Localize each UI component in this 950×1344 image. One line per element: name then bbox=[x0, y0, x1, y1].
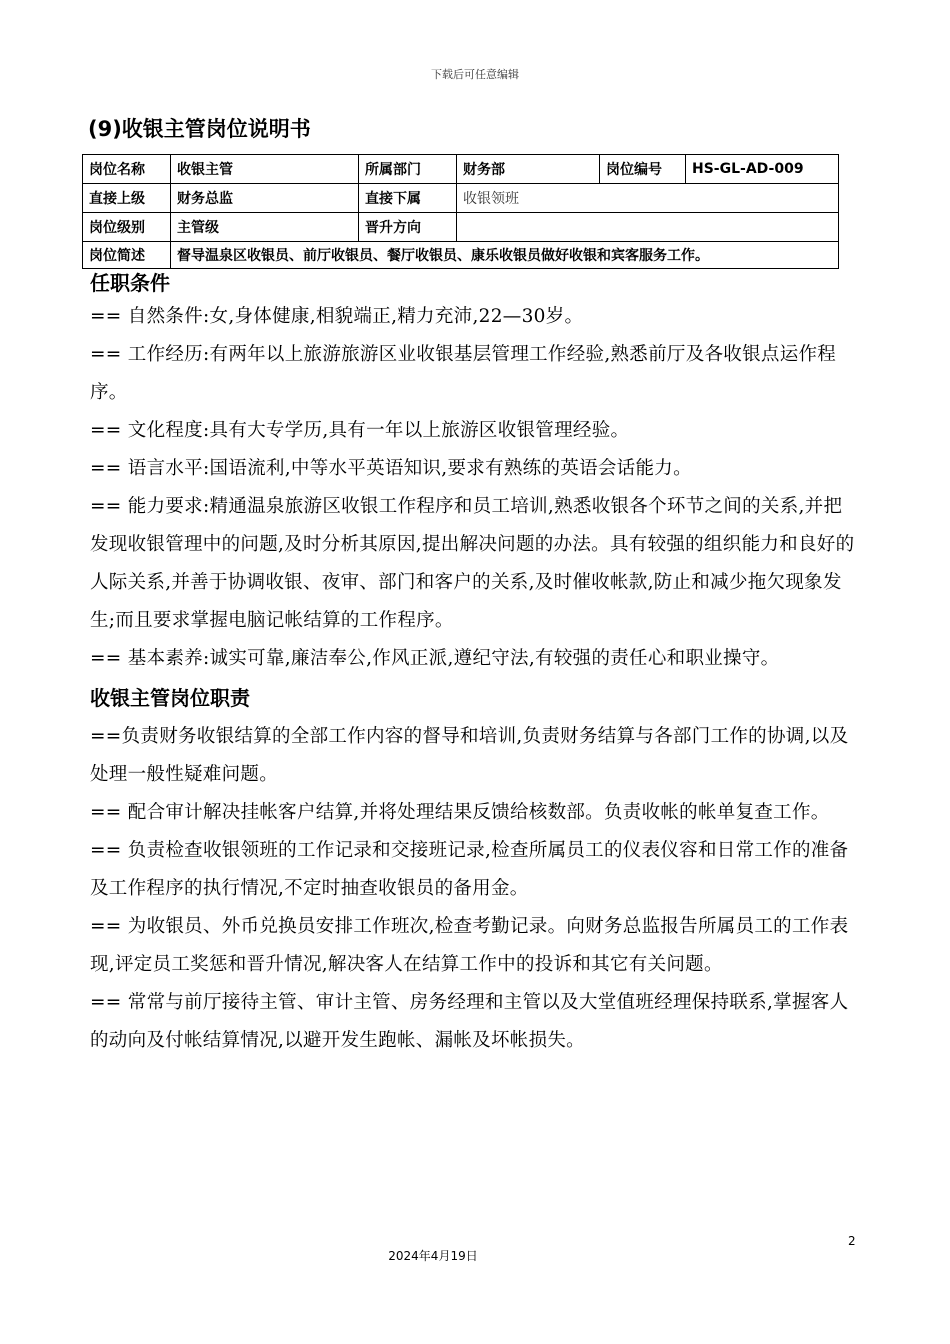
table-cell-value: 收银主管 bbox=[171, 155, 359, 184]
page-number: 2 bbox=[848, 1234, 856, 1248]
paragraph: == 语言水平:国语流利,中等水平英语知识,要求有熟练的英语会话能力。 bbox=[90, 458, 692, 479]
paragraph: == 为收银员、外币兑换员安排工作班次,检查考勤记录。向财务总监报告所属员工的工作表现,评定员工奖惩和晋升情况,解决客人在结算工作中的投诉和其它有关问题。 bbox=[90, 916, 849, 975]
paragraph: == 能力要求:精通温泉旅游区收银工作程序和员工培训,熟悉收银各个环节之间的关系,并把发现收银管理中的问题,及时分析其原因,提出解决问题的办法。具有较强的组织能力和良好的人际关系,并善于协调收银、夜审、部门和客户的关系,及时催收帐款,防止和减少拖欠现象发生;而且要求掌握电脑记帐结算的工作程序。 bbox=[90, 496, 855, 631]
section-heading: 任职条件 bbox=[90, 271, 170, 295]
table-cell-value: HS-GL-AD-009 bbox=[686, 155, 839, 184]
section-heading: 收银主管岗位职责 bbox=[90, 686, 250, 710]
job-info-table bbox=[82, 154, 839, 269]
table-cell-label: 所属部门 bbox=[359, 155, 457, 184]
table-row bbox=[83, 184, 839, 213]
table-cell-label: 直接下属 bbox=[359, 184, 457, 213]
table-cell-value: 督导温泉区收银员、前厅收银员、餐厅收银员、康乐收银员做好收银和宾客服务工作。 bbox=[171, 242, 839, 269]
header-note: 下载后可任意编辑 bbox=[431, 68, 519, 81]
paragraph: == 自然条件:女,身体健康,相貌端正,精力充沛,22—30岁。 bbox=[90, 306, 584, 327]
paragraph: == 文化程度:具有大专学历,具有一年以上旅游区收银管理经验。 bbox=[90, 420, 630, 441]
table-cell-label: 岗位级别 bbox=[83, 213, 171, 242]
paragraph: == 基本素养:诚实可靠,廉洁奉公,作风正派,遵纪守法,有较强的责任心和职业操守。 bbox=[90, 648, 780, 669]
table-row bbox=[83, 155, 839, 184]
table-cell-value bbox=[457, 213, 839, 242]
table-cell-label: 晋升方向 bbox=[359, 213, 457, 242]
table-cell-label: 岗位名称 bbox=[83, 155, 171, 184]
table-cell-label: 直接上级 bbox=[83, 184, 171, 213]
table-row bbox=[83, 213, 839, 242]
document-title: (9)收银主管岗位说明书 bbox=[88, 117, 311, 141]
paragraph: == 配合审计解决挂帐客户结算,并将处理结果反馈给核数部。负责收帐的帐单复查工作。 bbox=[90, 802, 830, 823]
footer-date: 2024年4月19日 bbox=[388, 1249, 478, 1263]
table-cell-label: 岗位编号 bbox=[600, 155, 686, 184]
table-cell-label: 岗位简述 bbox=[83, 242, 171, 269]
paragraph: ==负责财务收银结算的全部工作内容的督导和培训,负责财务结算与各部门工作的协调,以及处理一般性疑难问题。 bbox=[90, 726, 849, 785]
paragraph: == 常常与前厅接待主管、审计主管、房务经理和主管以及大堂值班经理保持联系,掌握客人的动向及付帐结算情况,以避开发生跑帐、漏帐及坏帐损失。 bbox=[90, 992, 849, 1051]
table-cell-value: 财务部 bbox=[457, 155, 600, 184]
paragraph: == 负责检查收银领班的工作记录和交接班记录,检查所属员工的仪表仪容和日常工作的准备及工作程序的执行情况,不定时抽查收银员的备用金。 bbox=[90, 840, 849, 899]
document-body bbox=[90, 268, 860, 1060]
table-cell-value: 主管级 bbox=[171, 213, 359, 242]
paragraph: == 工作经历:有两年以上旅游旅游区业收银基层管理工作经验,熟悉前厅及各收银点运作程序。 bbox=[90, 344, 837, 403]
table-row bbox=[83, 242, 839, 269]
table-cell-value: 财务总监 bbox=[171, 184, 359, 213]
table-cell-value: 收银领班 bbox=[457, 184, 839, 213]
